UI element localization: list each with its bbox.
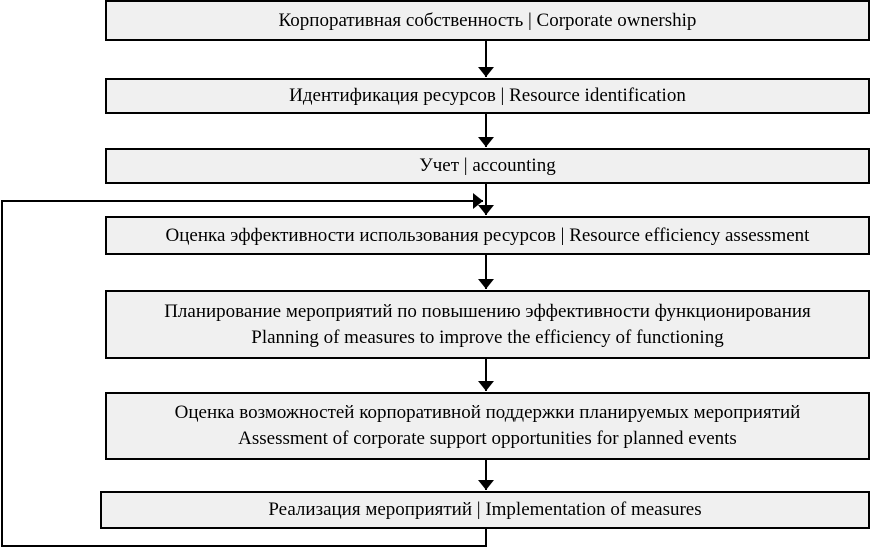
step-planning-of-measures bbox=[105, 290, 870, 359]
step-resource-efficiency-assessment bbox=[105, 216, 870, 255]
step-5-label-ru: Планирование мероприятий по повышению эффективности функционирования bbox=[164, 300, 811, 322]
step-6-label-en: Assessment of corporate support opportunities for planned events bbox=[238, 428, 737, 449]
step-corporate-ownership bbox=[105, 0, 870, 41]
step-5-label-en: Planning of measures to improve the efficiency of functioning bbox=[251, 326, 724, 348]
step-resource-identification bbox=[105, 78, 870, 114]
step-4-label: Оценка эффективности использования ресурсов | Resource efficiency assessment bbox=[165, 224, 810, 246]
step-1-label: Корпоративная собственность | Corporate ownership bbox=[278, 9, 697, 31]
step-7-label: Реализация мероприятий | Implementation of measures bbox=[268, 499, 702, 520]
step-accounting bbox=[105, 148, 870, 184]
step-2-label: Идентификация ресурсов | Resource identification bbox=[289, 85, 686, 106]
step-6-label-ru: Оценка возможностей корпоративной поддержки планируемых мероприятий bbox=[174, 402, 801, 423]
step-corporate-support-assessment bbox=[105, 392, 870, 460]
step-implementation-of-measures bbox=[100, 491, 870, 529]
step-3-label: Учет | accounting bbox=[419, 155, 556, 176]
